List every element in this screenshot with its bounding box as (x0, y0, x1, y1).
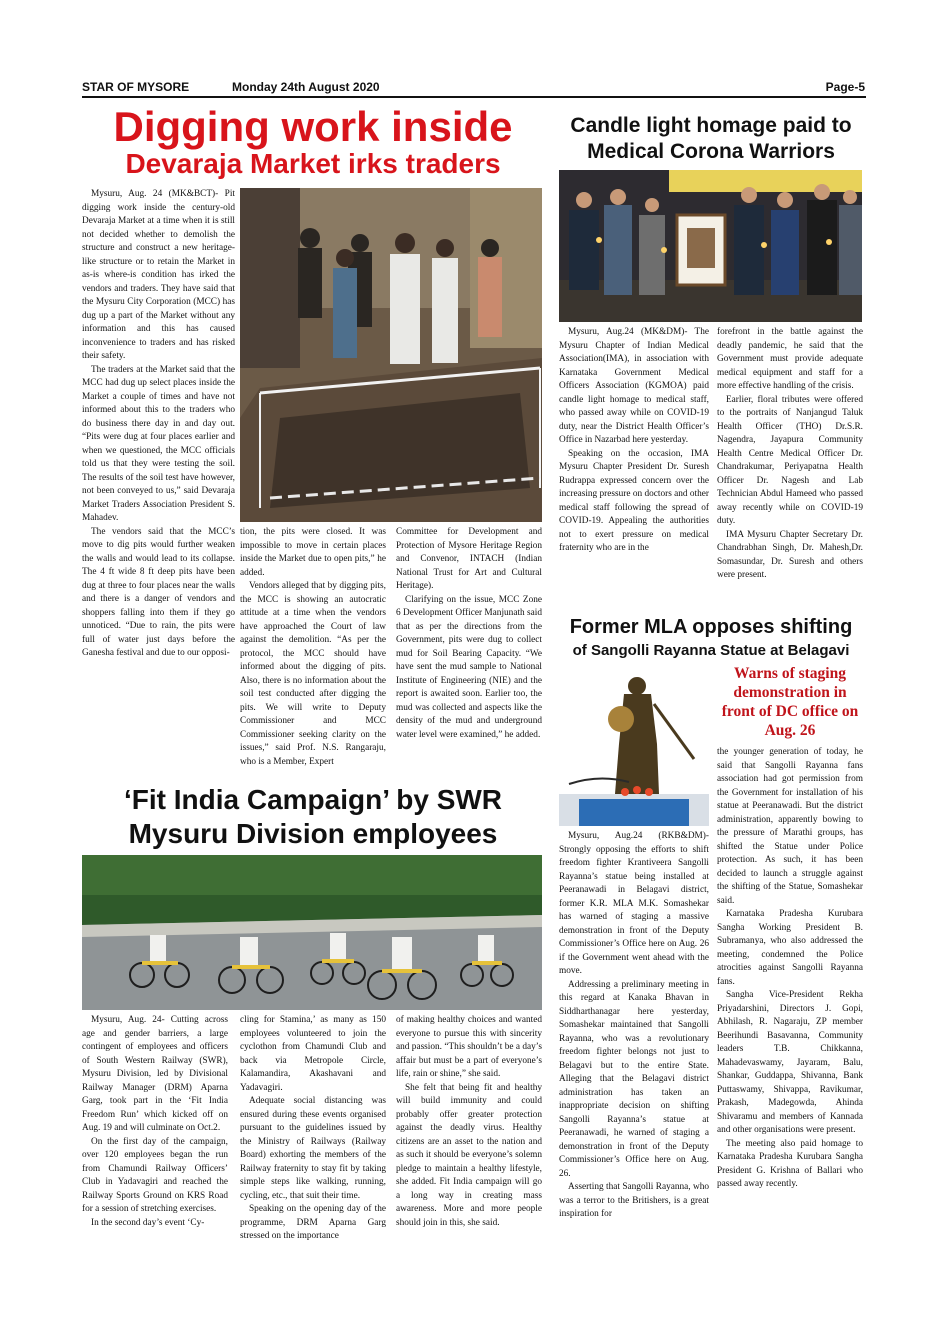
story4-column-2 (240, 1014, 386, 1270)
story1-paragraph: Mysuru, Aug. 24 (MK&BCT)- Pit digging work inside the century-old Devaraja Market at a time when it is still not decided whether to demolish the structure and construct a new heritage-like structure or to retain the Market in as-is where-is condition has irked the vendors and traders. They have said that the Mysuru City Corporation (MCC) has dug up a part of the Market without any information and this has caused inconvenience to traders and has risked their safety. (82, 189, 235, 361)
story4-paragraph: In the second day’s event ‘Cy- (91, 1217, 205, 1228)
story1-subheadline: Devaraja Market irks traders (125, 148, 501, 179)
story1-paragraph: The vendors said that the MCC’s move to dig pits would further weaken the walls and would lead to its collapse. The 4 ft wide 8 ft deep pits have been dug at three to four places near the walls and there is a danger of vendors and shoppers falling into them if they go unnoticed. “Due to rain, the pits were full of water just days before the Ganesha festival and due to our opposi- (82, 526, 235, 658)
story1-paragraph: The traders at the Market said that the MCC had dug up select places inside the Market a couple of times and have not informed about this to the traders who do business there day in and day out. “Pits were dug at four places earlier and when we questioned, the MCC officials told us that they were testing the soil. The results of the soil test have however, not been conveyed to us,” said Devaraja Market Traders Association President S. Mahadev. (82, 364, 235, 523)
story4-paragraph: Mysuru, Aug. 24- Cutting across age and gender barriers, a large contingent of employees and officers of South Western Railway (SWR), Mysuru Division, led by Divisional Railway Manager (DRM) Aparna Garg, took part in the ‘Fit India Freedom Run’ which kicked off on Aug. 19 and will culminate on Oct.2. (82, 1015, 228, 1133)
story3-paragraph: The meeting also paid homage to Karnataka Pradesha Kurubara Sangha President G. Krishna of Ballari who passed away recently. (717, 1138, 863, 1189)
story2-subheadline: Medical Corona Warriors (587, 140, 835, 163)
story3-paragraph: Sangha Vice-President Rekha Priyadarshini, Directors J. Gopi, Abhilash, R. Nagaraju, ZP member Beerihundi Basavanna, Community leaders T.B. Chikkanna, Mahadevaswamy, Jayaram, Balu, Shankar, Guddappa, Shivanna, Bank Puttaswamy, Shivappa, Ravikumar, Prakash, Madegowda, Ahinda Shivaramu and members of Kannada and other organisations were present. (717, 990, 863, 1135)
story4-subheadline: Mysuru Division employees (128, 818, 498, 849)
story2-paragraph: IMA Mysuru Chapter Secretary Dr. Chandrabhan Singh, Dr. Mahesh,Dr. Somasundar, Dr. Suresh and others were present. (717, 529, 863, 580)
rayanna-statue-photo (559, 664, 709, 826)
story4-paragraph: On the first day of the campaign, over 120 employees began the run from Chamundi Railway Officers’ Club in Yadavagiri and reached the Railway Sports Ground on KRS Road for a session of stretching exercises. (82, 1136, 228, 1214)
page-number: Page-5 (825, 80, 865, 94)
issue-date: Monday 24th August 2020 (232, 80, 380, 94)
story4-headline: ‘Fit India Campaign’ by SWR (123, 784, 503, 815)
story3-kicker: Warns of staging demonstration in front of DC office on Aug. 26 (721, 665, 859, 739)
story3-paragraph: Addressing a preliminary meeting in this regard at Kanaka Bhavan in Siddharthanagar here yesterday, Somashekar maintained that Sangolli Rayanna, who was a revolutionary freedom fighter belongs not just to Belagavi but to the entire State. Alleging that the Belagavi district administration has taken an inappropriate decision on shifting Sangolli Rayanna’s statue at Peeranawadi, he warned of staging a demonstration in front of the Deputy Commissioner’s Office here on Aug. 26. (559, 979, 709, 1179)
story1-column-3 (396, 526, 542, 778)
story1-column-2 (240, 526, 386, 778)
story2-paragraph: Speaking on the occasion, IMA Mysuru Chapter President Dr. Suresh Rudrappa expressed concern over the increasing pressure on doctors and other medical staff following the spread of COVID-19. Appealing the authorities not to exert pressure on medical fraternity who are in the (559, 448, 709, 553)
story3-column-2 (717, 746, 863, 1270)
masthead-rule (82, 96, 866, 98)
story3-headline: Former MLA opposes shifting (569, 616, 853, 638)
story4-paragraph: She felt that being fit and healthy will build immunity and could probably offer greater protection against the deadly virus. Healthy citizens are an asset to the nation and as such it should be everyone’s solemn pledge to maintain a healthy lifestyle, she added. Fit India campaign will go a long way in creating mass awareness. More and more people should join in this, she said. (396, 1082, 542, 1228)
story4-column-1 (82, 1014, 228, 1270)
story3-column-1 (559, 830, 709, 1270)
paper-name: STAR OF MYSORE (82, 80, 190, 94)
story1-paragraph: Committee for Development and Protection of Mysore Heritage Region and Convenor, INTACH (Indian National Trust for Art and Cultural Heritage). (396, 527, 542, 591)
story1-paragraph: Clarifying on the issue, MCC Zone 6 Development Officer Manjunath said that as per the directions from the Government, pits were dug to collect mud for Soil Bearing Capacity. “We have sent the mud sample to National Institute of Engineering (NIE) and the report is awaited soon. Earlier too, the mud was collected and aspects like the density of the mud and underground water level were examined,” he added. (396, 594, 542, 740)
story1-headline: Digging work inside (113, 103, 513, 150)
story3-paragraph: Mysuru, Aug.24 (RKB&DM)- Strongly opposing the efforts to shift freedom fighter Krantiveera Sangolli Rayanna’s statue being installed at Peeranawadi in Belagavi district, former K.R. MLA M.K. Somashekar has warned of staging a massive demonstration in front of the Deputy Commissioner’s Office here on Aug. 26 if the Government went ahead with the move. (559, 831, 709, 976)
story4-paragraph: of making healthy choices and wanted everyone to pursue this with sincerity and passion. “This shouldn’t be a day’s affair but must be a part of everyone’s life, rain or shine,” she said. (396, 1015, 542, 1079)
story2-paragraph: Earlier, floral tributes were offered to the portraits of Nanjangud Taluk Health Officer (THO) Dr.S.R. Nagendra, Jayapura Community Health Centre Medical Officer Dr. Chandrakumar, Periyapatna Health Officer Dr. Nagesh and Lab Technician Abdul Hameed who passed away recently while on COVID-19 duty. (717, 394, 863, 526)
story2-column-1 (559, 326, 709, 606)
cyclothon-photo (82, 855, 542, 1010)
story1-column-1 (82, 188, 235, 778)
story2-column-2 (717, 326, 863, 606)
story2-paragraph: Mysuru, Aug.24 (MK&DM)- The Mysuru Chapter of Indian Medical Association(IMA), in association with Karnataka Government Medical Officers Association (KGMOA) paid candle light homage to medical staff, who passed away while on COVID-19 duty, near the District Health Officer’s Office in Nazarbad here yesterday. (559, 327, 709, 445)
story2-paragraph: forefront in the battle against the deadly pandemic, he said that the Government must provide adequate medical equipment and staff for a more effective handling of the crisis. (717, 327, 863, 391)
story4-paragraph: cling for Stamina,’ as many as 150 employees volunteered to join the cyclothon from Chamundi Club and back via Metropole Circle, Kalamandira, Akashavani and Yadavagiri. (240, 1015, 386, 1093)
story4-paragraph: Adequate social distancing was ensured during these events organised pursuant to the guidelines issued by the Ministry of Railways (Railway Board) exhorting the members of the Railway fraternity to stay fit by taking simple steps like walking, running, cycling, etc., that suit their time. (240, 1096, 386, 1201)
story1-paragraph: tion, the pits were closed. It was impossible to move in certain places inside the Market due to open pits,” he added. (240, 527, 386, 578)
story3-subheadline: of Sangolli Rayanna Statue at Belagavi (572, 642, 850, 659)
story4-paragraph: Speaking on the opening day of the programme, DRM Aparna Garg stressed on the importance (240, 1204, 386, 1241)
story3-paragraph: the younger generation of today, he said that Sangolli Rayanna fans association had got permission from the Government for installation of his statue at Peeranawadi. But the district administration, apparently bowing to the pressure of Marathi groups, has shifted the Statue under Police protection. As such, it has been decided to launch a struggle against the shifting of the Statue, Somashekar said. (717, 747, 863, 906)
candle-homage-photo (559, 170, 862, 322)
story2-headline: Candle light homage paid to (570, 114, 852, 137)
story4-column-3 (396, 1014, 542, 1270)
story1-paragraph: Vendors alleged that by digging pits, the MCC is showing an autocratic attitude at a time when the vendors have approached the Court of law against the demolition. “As per the protocol, the MCC should have informed about the digging of pits. Also, there is no information about the soil test conducted after digging the pits. We will write to Deputy Commissioner and MCC Commissioner seeking clarity on the issues,” said Prof. N.S. Rangaraju, who is a Member, Expert (240, 581, 386, 767)
story3-paragraph: Karnataka Pradesha Kurubara Sangha Working President B. Subramanya, who also addressed the meeting, condemned the Police atrocities against Sangolli Rayanna fans. (717, 909, 863, 987)
market-digging-photo (240, 188, 542, 522)
story3-paragraph: Asserting that Sangolli Rayanna, who was a terror to the Britishers, is a great inspiration for (559, 1182, 709, 1219)
